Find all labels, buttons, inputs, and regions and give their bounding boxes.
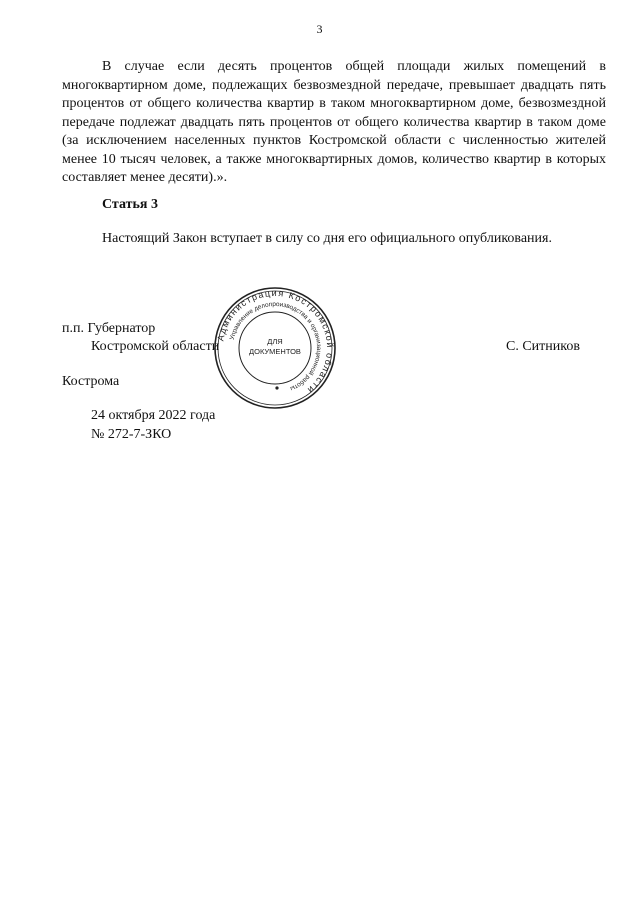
paragraph: В случае если десять процентов общей площади жилых помещений в многоквартирном доме, подлежащих безвозмездной передаче, превышает двадцать пять процентов от общего количества квартир в таком многоквартирном доме, безвозмездной передаче подлежат двадцать пять процентов от общего количества квартир в таком доме (за исключением населенных пунктов Костромской области с численностью жителей менее 10 тысяч человек, а также многоквартирных домов, количество квартир в которых составляет менее десяти).». xyxy=(62,59,606,185)
stamp-center-line1: ДЛЯ xyxy=(267,337,283,346)
signer-name: С. Ситников xyxy=(506,339,580,354)
article-text: Настоящий Закон вступает в силу со дня его официального опубликования. xyxy=(102,231,552,246)
article-title: Статья 3 xyxy=(102,197,158,212)
stamp-inner-text: Управление делопроизводства и организационной работы xyxy=(228,300,323,392)
city: Кострома xyxy=(62,374,120,389)
stamp-outer-text: Администрация Костромской области xyxy=(215,287,336,396)
page-number: 3 xyxy=(316,22,323,36)
governor-title-line1: п.п. Губернатор xyxy=(62,321,156,336)
stamp-dot-icon xyxy=(275,386,278,389)
stamp-center-line2: ДОКУМЕНТОВ xyxy=(249,347,301,356)
governor-title-line2: Костромской области xyxy=(91,339,220,354)
law-date: 24 октября 2022 года xyxy=(91,408,216,423)
law-number: № 272-7-ЗКО xyxy=(91,427,172,442)
official-stamp xyxy=(205,284,345,412)
